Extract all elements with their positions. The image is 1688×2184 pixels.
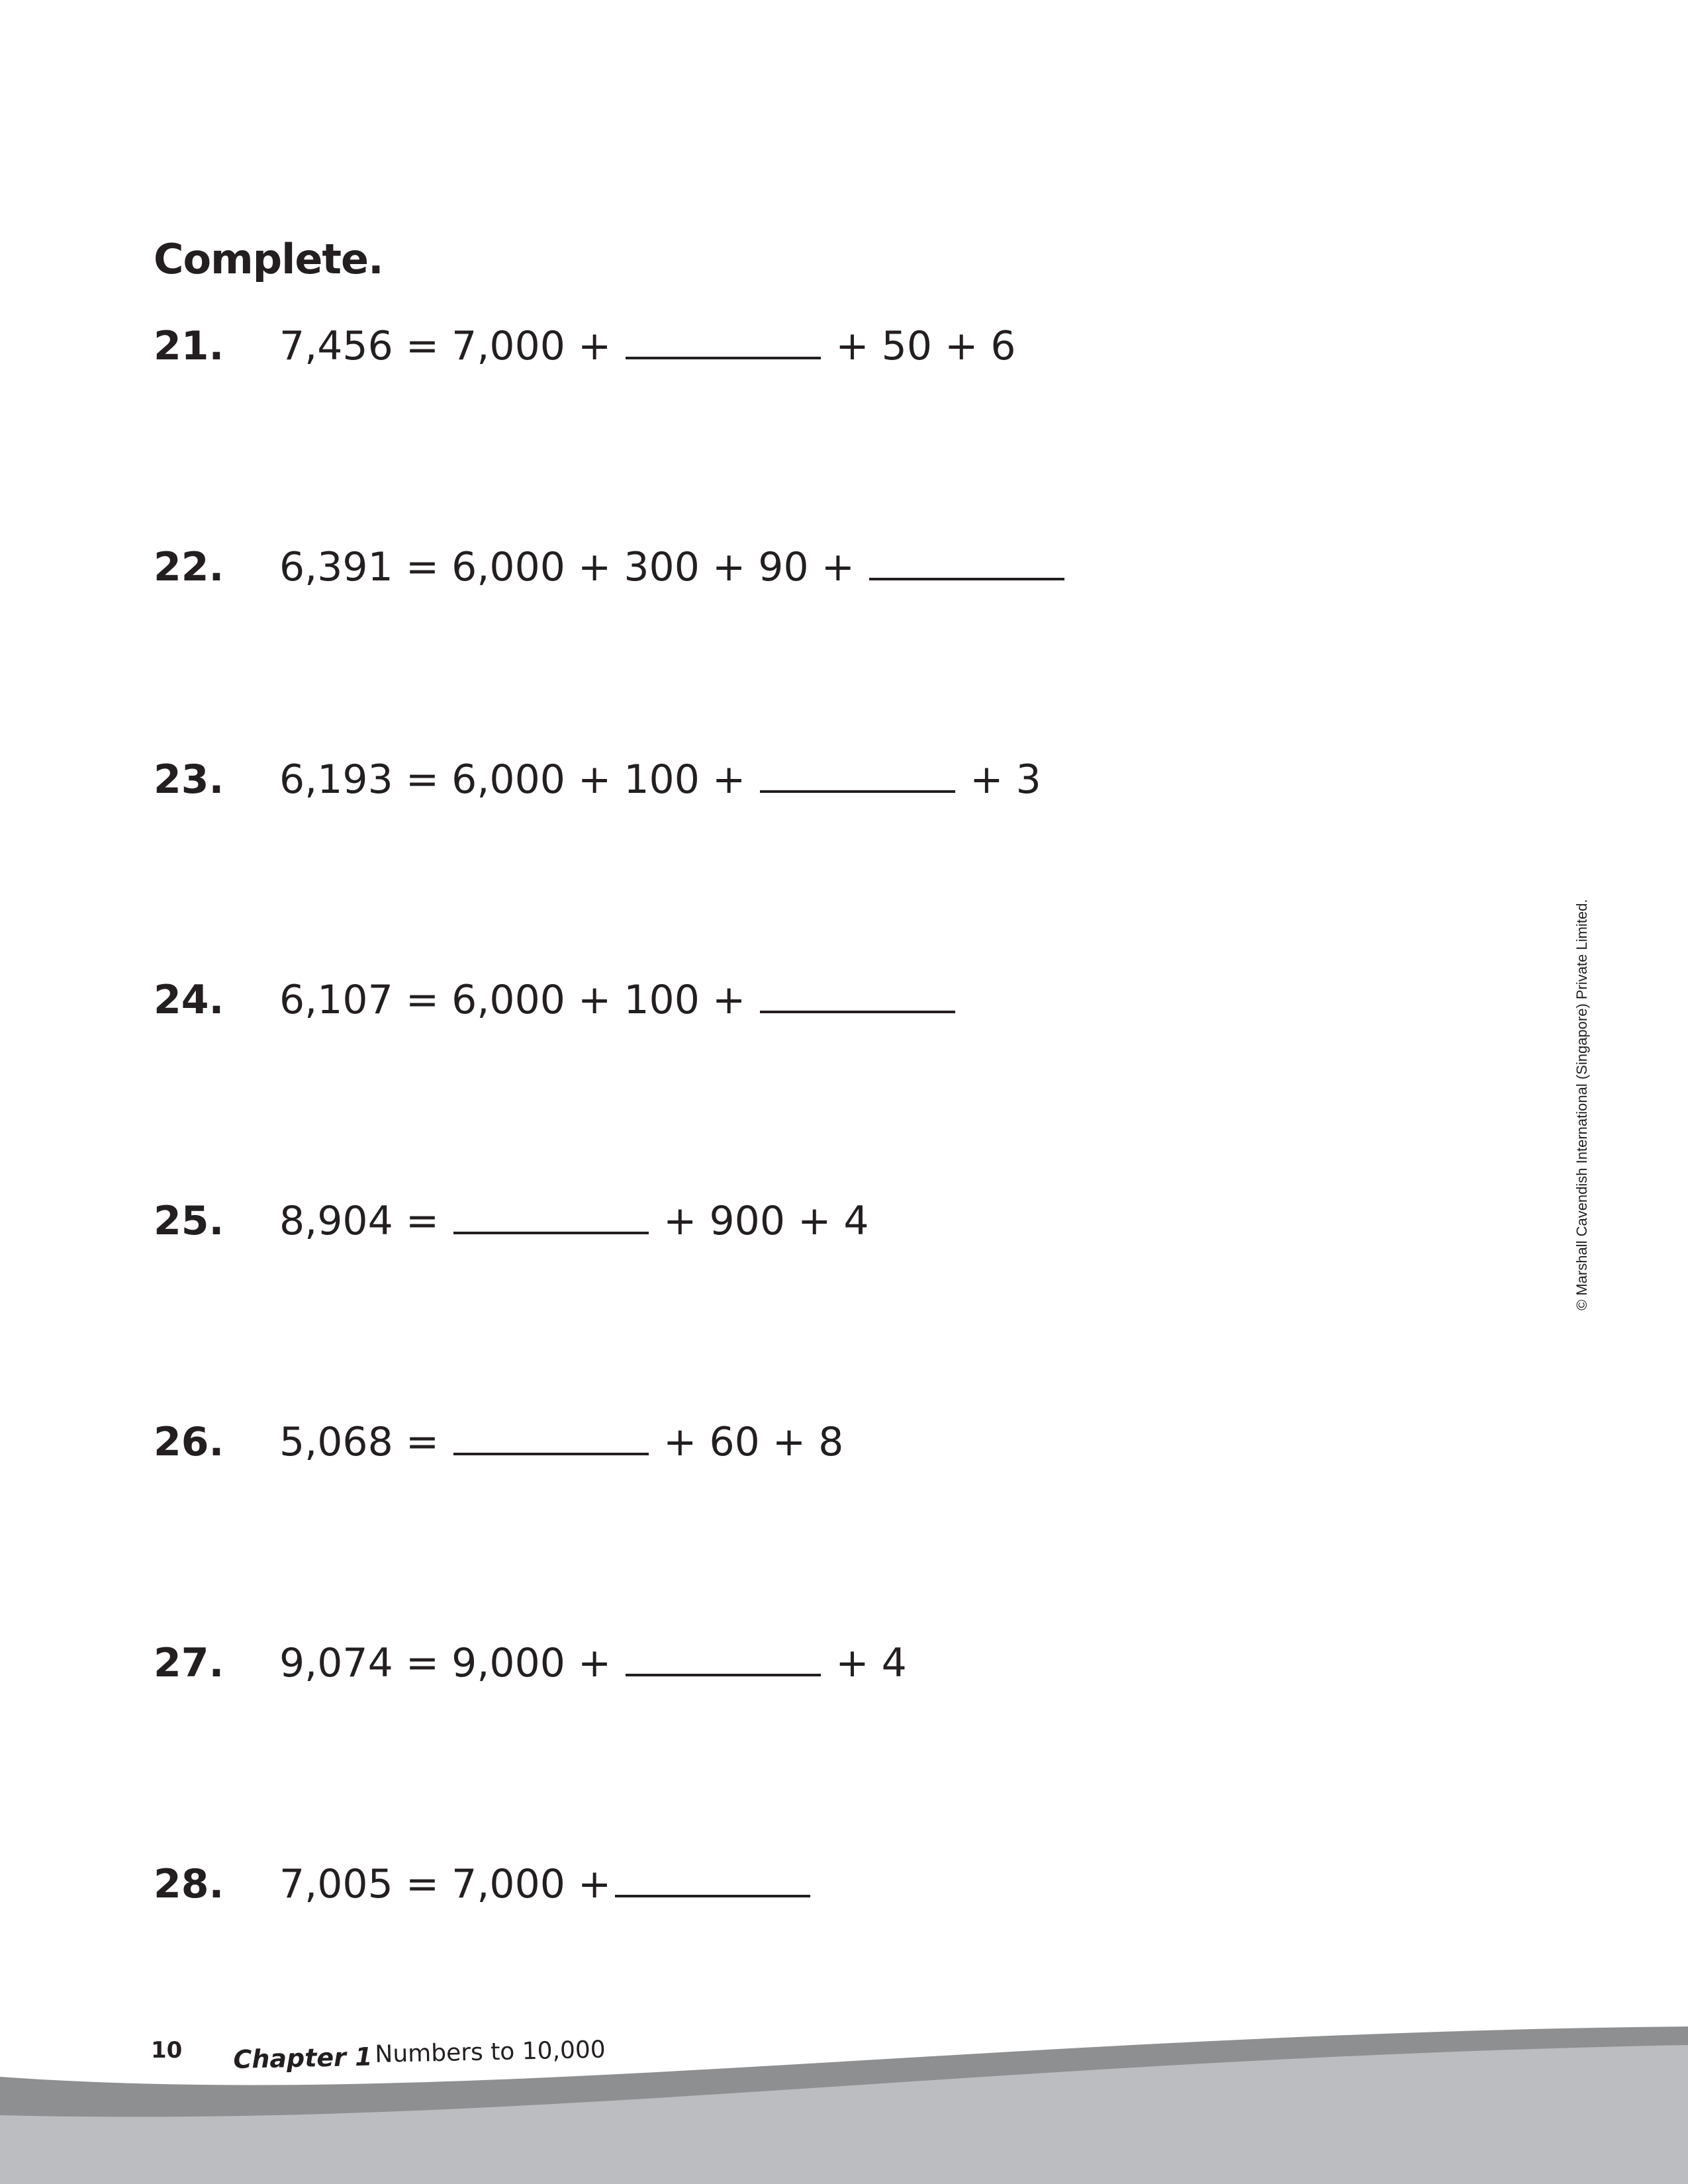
problem-21: [154, 316, 1016, 376]
equation-lead: 6,391 = 6,000 + 300 + 90 +: [279, 544, 855, 590]
problem-number: 27.: [154, 1640, 224, 1686]
problem-number: 23.: [154, 756, 224, 803]
answer-blank[interactable]: [760, 790, 955, 793]
equation-lead: 7,005 = 7,000 +: [279, 1861, 612, 1907]
page-number: 10: [151, 2037, 183, 2064]
answer-blank[interactable]: [626, 1674, 821, 1676]
problem-22: [154, 537, 1079, 597]
section-heading: Complete.: [154, 235, 383, 283]
equation-tail: + 3: [970, 756, 1041, 803]
equation-lead: 6,193 = 6,000 + 100 +: [279, 756, 746, 803]
equation-tail: + 60 + 8: [663, 1419, 844, 1465]
equation-tail: + 900 + 4: [663, 1198, 869, 1244]
footer-wave-band: [0, 1999, 1688, 2184]
equation-lead: 9,074 = 9,000 +: [279, 1640, 612, 1686]
answer-blank[interactable]: [869, 578, 1064, 580]
equation-tail: + 50 + 6: [835, 323, 1016, 369]
equation-lead: 5,068 =: [279, 1419, 440, 1465]
answer-blank[interactable]: [453, 1232, 649, 1234]
problem-23: [154, 750, 1041, 809]
problem-number: 24.: [154, 977, 224, 1023]
equation-tail: + 4: [835, 1640, 907, 1686]
problem-number: 22.: [154, 544, 224, 590]
problem-26: [154, 1412, 843, 1472]
chapter-title: Numbers to 10,000: [375, 2036, 606, 2068]
equation-lead: 8,904 =: [279, 1198, 440, 1244]
problem-number: 28.: [154, 1861, 224, 1907]
equation-lead: 7,456 = 7,000 +: [279, 323, 612, 369]
equation-lead: 6,107 = 6,000 + 100 +: [279, 977, 746, 1023]
answer-blank[interactable]: [760, 1011, 955, 1013]
answer-blank[interactable]: [453, 1453, 649, 1455]
problem-number: 26.: [154, 1419, 224, 1465]
answer-blank[interactable]: [615, 1895, 810, 1897]
problem-25: [154, 1191, 869, 1251]
copyright-notice: © Marshall Cavendish International (Singapore) Private Limited.: [1573, 899, 1590, 1310]
problem-24: [154, 970, 970, 1030]
problem-28: [154, 1854, 825, 1914]
problem-27: [154, 1633, 907, 1693]
problem-number: 21.: [154, 323, 224, 369]
problem-number: 25.: [154, 1198, 224, 1244]
answer-blank[interactable]: [626, 357, 821, 359]
chapter-label: Chapter 1: [233, 2042, 373, 2074]
